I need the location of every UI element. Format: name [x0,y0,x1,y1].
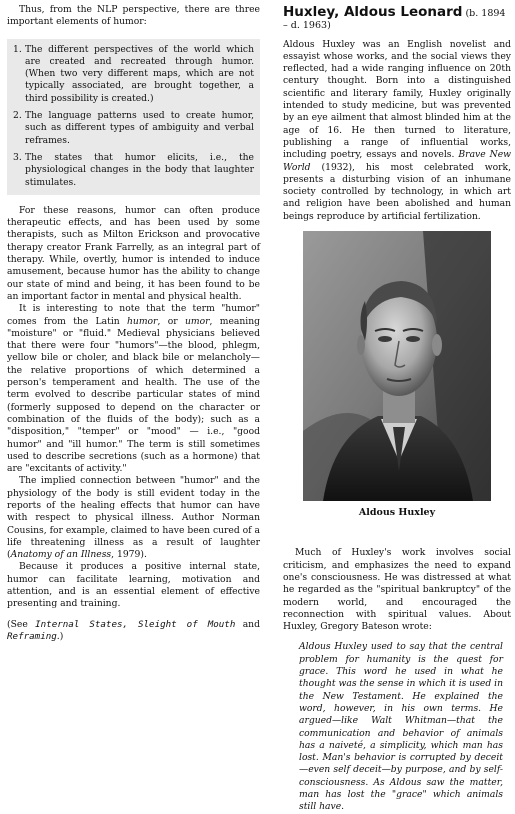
entry-dates: (b. 1894 – d. 1963) [283,8,506,32]
entry-title: Huxley, Aldous Leonard [283,4,463,20]
photo-caption: Aldous Huxley [358,507,436,519]
book-title: Brave New World [283,149,511,173]
latin-term: humor [126,315,158,327]
list-text: The language patterns used to create humor, such as different types of ambiguity and verbal reframes. [25,110,254,146]
portrait-image [303,231,491,501]
right-column [283,6,511,814]
see-also-link[interactable]: Internal States, Sleight of Mouth [35,618,236,630]
list-item [13,152,254,189]
left-column [7,4,260,643]
intro-paragraph: Thus, from the NLP perspective, there are three important elements of humor: [7,4,260,28]
portrait-photo [303,231,491,501]
bio-paragraph [283,39,511,223]
see-also [7,619,260,644]
entry-heading [283,6,511,33]
etymology-paragraph [7,303,260,475]
text-run: (See [7,618,36,630]
text-run: , 1979). [111,549,147,561]
latin-term: umor [184,315,210,327]
list-number: 2. [13,110,22,122]
list-number: 1. [13,43,22,55]
text-run: Aldous Huxley was an English novelist and essayist whose works, and the social views they reflected, had a wide ranging influence on 20th century thought. Born into a distinguished scientific and literary family, Huxley originally intended to study medicine, but was prevented by an eye ailment that almost blinded him at the age of 16. He then turned to literature, publishing a range of influential works, including poetry, essays and novels. [283,38,511,161]
text-run: and [235,618,260,630]
text-run: .) [56,630,64,642]
list-number: 3. [13,151,22,163]
list-text: The states that humor elicits, i.e., the physiological changes in the body that laughter stimulates. [25,151,254,188]
physiology-paragraph [7,475,260,561]
text-run: , or [157,315,185,327]
list-text: The different perspectives of the world which are created and recreated through humor. (When two very different maps, which are not typically associated, are brought together, a third possibility is created.) [25,43,254,104]
bateson-quote: Aldous Huxley used to say that the central problem for humanity is the quest for grace. This word he used in what he thought was the sense in which it is used in the New Testament. He explained the word, however, in his own terms. He argued—like Walt Whitman—that the communication and behavior of animals has a naiveté, a simplicity, which man has lost. Man's behavior is corrupted by deceit—even self deceit—by purpose, and by self-consciousness. As Aldous saw the matter, man has lost the "grace" which animals still have. [299,641,503,813]
text-run: , meaning "moisture" or "fluid." Medieval physicians believed that there were four "humors"—the blood, phlegm, yellow bile or choler, and black bile or melancholy—the relative proportions of which determined a person's temperament and health. The use of the term evolved to describe particular states of mind (formerly supposed to depend on the character or combination of the fluids of the body); such as a "disposition," "temper" or "mood" — i.e., "good humor" and "ill humor." The term is still sometimes used to describe secretions (such as a hormone) that are "excitants of activity." [7,315,261,475]
text-run: (1932), his most celebrated work, presents a disturbing vision of an inhumane society controlled by technology, in which art and religion have been abolished and human beings reproduce by artificial fertilization. [283,161,511,222]
book-title: Anatomy of an Illness [10,549,112,561]
therapy-paragraph: For these reasons, humor can often produce therapeutic effects, and has been used by some therapists, such as Milton Erickson and provocative therapy creator Frank Farrelly, as an integral part of therapy. While, overtly, humor is intended to induce amusement, because humor has the ability to change our state of mind and being, it has been found to be an important factor in mental and physical health. [7,204,260,302]
list-item [13,44,254,105]
text-run: The implied connection between "humor" and the physiology of the body is still evident today in the reports of the healing effects that humor can have with respect to physical illness. Author Norman Cousins, for example, claimed to have been cured of a life threatening illness as a result of laughter ( [7,475,260,561]
humor-elements-box [7,39,260,195]
learning-paragraph: Because it produces a positive internal state, humor can facilitate learning, motivation and attention, and is an essential element of effective presenting and training. [7,561,260,610]
text-run: It is interesting to note that the term "humor" comes from the Latin [7,303,260,327]
criticism-paragraph: Much of Huxley's work involves social criticism, and emphasizes the need to expand one's consciousness. He was distressed at what he regarded as the "spiritual bankruptcy" of the modern world, and encouraged the reconnection with spiritual values. About Huxley, Gregory Bateson wrote: [283,547,511,633]
see-also-link[interactable]: Reframing [7,630,57,642]
list-item [13,110,254,147]
